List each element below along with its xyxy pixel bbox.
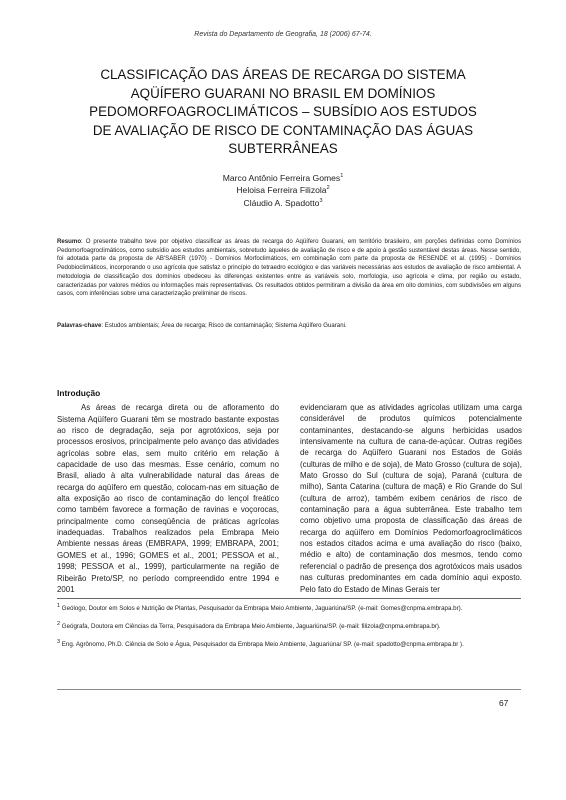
- author: [0, 172, 566, 184]
- author: [0, 197, 566, 209]
- footnote-divider: [57, 598, 521, 599]
- author-list: [0, 172, 566, 209]
- author-mark: 2: [326, 185, 330, 192]
- abstract-label: Resumo: [57, 238, 82, 245]
- section-heading: Introdução: [57, 388, 101, 398]
- author-name: Marco Antônio Ferreira Gomes: [222, 173, 341, 183]
- abstract: [57, 238, 521, 299]
- footnote-mark: 3: [57, 638, 61, 645]
- keywords: [57, 322, 521, 331]
- footnote: [57, 620, 521, 631]
- paper-title: [60, 66, 506, 159]
- keywords-text: : Estudos ambientais; Área de recarga; Risco de contaminação; Sistema Aqüífero Guarani.: [101, 322, 347, 329]
- author-name: Cláudio A. Spadotto: [243, 197, 320, 208]
- title-line: SUBTERRÂNEAS: [228, 141, 338, 157]
- footnote-text: Geólogo, Doutor em Solos e Nutrição de Plantas, Pesquisador da Embrapa Meio Ambiente, Jaguariúna/SP. (e-mail: Gomes@cnpma.embrapa.br).: [60, 605, 463, 612]
- title-line: PEDOMORFOAGROCLIMÁTICOS – SUBSÍDIO AOS ESTUDOS: [89, 104, 477, 120]
- footnotes: [57, 602, 521, 659]
- footnote: [57, 602, 521, 613]
- footnote-mark: 2: [57, 620, 61, 627]
- footnote: [57, 638, 521, 649]
- journal-header: Revista do Departamento de Geografia, 18 (2006) 67-74.: [194, 31, 372, 38]
- author-mark: 1: [340, 173, 344, 180]
- intro-left-column: [57, 388, 279, 595]
- title-line: AQÜÍFERO GUARANI NO BRASIL EM DOMÍNIOS: [130, 85, 436, 101]
- author: [0, 184, 566, 196]
- page-number: 67: [499, 698, 509, 708]
- title-line: CLASSIFICAÇÃO DAS ÁREAS DE RECARGA DO SISTEMA: [100, 67, 466, 82]
- keywords-label: Palavras-chave: [57, 322, 102, 329]
- abstract-text: : O presente trabalho teve por objetivo classificar as áreas de recarga do Aqüífero Guarani, em território brasileiro, em porções definidas como Domínios Pedomorfoagroclimáticos, como subsídio aos estudos ambientais, sobretudo àqueles de avaliação de risco e de apoio à gestão sustentável destas áreas. Nesse sentido, foi adotada parte da proposta de AB'SABER (1970) - Domínios Morfoclimáticos, em combinação com parte da proposta de RESENDE et al. (1995) - Domínios Pedobioclimáticos, incorporando o uso agrícola que satisfaz o princípio do tetraedro ecológico e das variáveis necessárias aos estudos de avaliação de risco ambiental. A metodologia de classificação dos domínios obedeceu às diferenças existentes entre as variáveis solo, morfologia, uso agrícola e clima, por região ou estado, caracterizadas por valores médios ou informações mais representativas. Os resultados obtidos permitiram a divisão da área em oito domínios, com subdivisões em alguns casos, com inferências sobre uma caracterização preliminar de riscos.: [57, 238, 521, 298]
- author-name: Heloisa Ferreira Filizola: [236, 185, 327, 196]
- footnote-text: Geógrafa, Doutora em Ciências da Terra, Pesquisadora da Embrapa Meio Ambiente, Jaguariúna/SP. (e-mail: filizola@cnpma.embrapa.br).: [60, 623, 441, 630]
- page-bottom-rule: [57, 689, 521, 690]
- title-line: DE AVALIAÇÃO DE RISCO DE CONTAMINAÇÃO DAS ÁGUAS: [92, 122, 474, 138]
- footnote-mark: 1: [57, 602, 61, 609]
- footnote-text: Eng. Agrônomo, Ph.D. Ciência de Solo e Água, Pesquisador da Embrapa Meio Ambiente, Jaguariúna/ SP. (e-mail: spadotto@cnpma.embrapa.br ).: [60, 641, 464, 648]
- intro-right-column: [300, 402, 522, 595]
- body-paragraph: evidenciaram que as atividades agrícolas utilizam uma carga considerável de produtos químicos potencialmente contaminantes, destacando-se alguns herbicidas usados intensivamente na cultura de cana-de-açúcar. Outras regiões de recarga do Aqüífero Guarani nos Estados de Goiás (culturas de milho e de soja), de Mato Grosso (cultura de soja), Mato Grosso do Sul (cultura de soja), Paraná (cultura de milho), Santa Catarina (cultura de maçã) e Rio Grande do Sul (cultura de arroz), também exibem cenários de risco de contaminação para a água subterrânea. Este trabalho tem como objetivo uma proposta de classificação das áreas de recarga do aqüífero em Domínios Pedomorfoagroclimáticos nos estados citados acima e uma avaliação do risco (baixo, médio e alto) de contaminação dos mesmos, tendo como referencial o padrão de presença dos agrotóxicos mais usados nas culturas predominantes em cada domínio aqui exposto. Pelo fato do Estado de Minas Gerais ter: [300, 403, 522, 594]
- body-paragraph: As áreas de recarga direta ou de afloramento do Sistema Aqüífero Guarani têm se mostrado bastante expostas ao risco de degradação, seja por agrotóxicos, seja por processos erosivos, principalmente pelo avanço das atividades agrícolas sobre elas, sem muito critério em relação à capacidade de uso das mesmas. Esse cenário, comum no Brasil, aliado à alta vulnerabilidade natural das áreas de recarga do aqüífero em questão, colocam-nas em situação de alta exposição ao risco de contaminação do lençol freático como também favorece a formação de ravinas e voçorocas, principalmente como conseqüência de práticas agrícolas inadequadas. Trabalhos realizados pela Embrapa Meio Ambiente nessas áreas (EMBRAPA, 1999; EMBRAPA, 2001; GOMES et al., 1996; GOMES et al., 2001; PESSOA et al., 1998; PESSOA et al., 1999), particularmente na região de Ribeirão Preto/SP, no período compreendido entre 1994 e 2001: [57, 403, 279, 594]
- author-mark: 3: [319, 197, 323, 204]
